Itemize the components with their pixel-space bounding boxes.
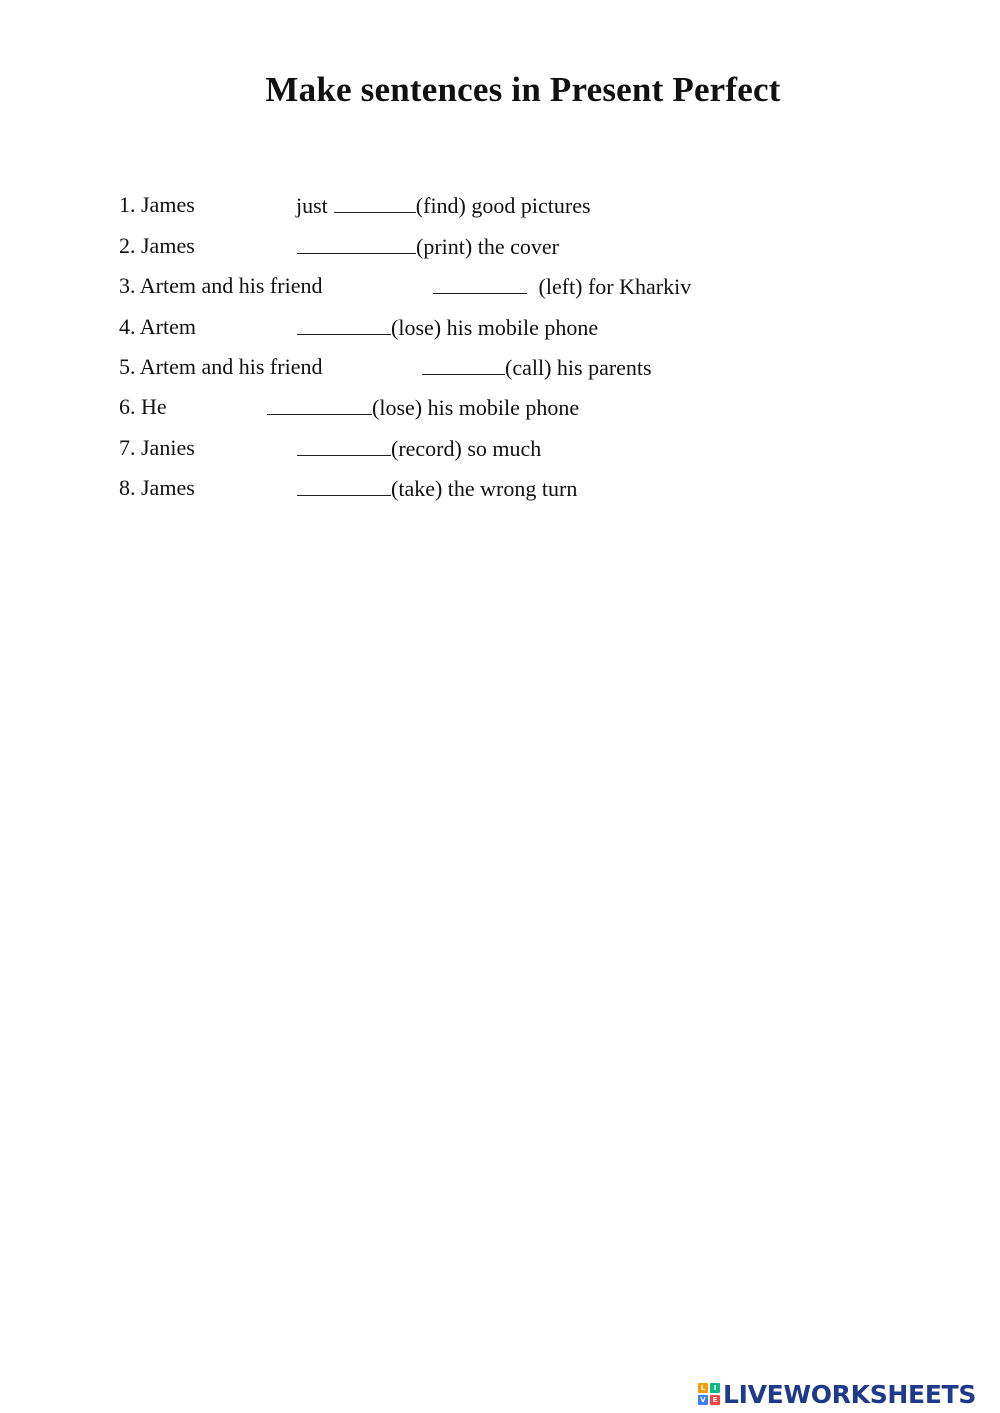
mark-tile: V [698,1395,708,1405]
worksheet-title: Make sentences in Present Perfect [265,70,781,109]
liveworksheets-mark-icon [698,1383,720,1405]
exercise-answer-area [433,271,691,302]
exercise-answer-area [267,392,579,423]
exercise-hint: (find) good pictures [415,193,591,218]
exercise-hint: (take) the wrong turn [391,476,578,501]
liveworksheets-logo[interactable] [698,1378,976,1410]
exercise-hint: (lose) his mobile phone [372,395,580,420]
answer-blank[interactable] [433,271,527,294]
mark-tile: E [710,1395,720,1405]
exercise-answer-area [422,352,652,383]
answer-blank[interactable] [334,190,416,213]
exercise-hint: (print) the cover [416,234,559,259]
exercise-subject: 6. He [119,394,167,419]
exercise-hint: (left) for Kharkiv [533,274,692,299]
exercise-answer-area [297,231,559,262]
exercise-subject: 2. James [119,233,195,258]
exercise-subject: 8. James [119,475,195,500]
exercise-answer-area [297,312,598,343]
liveworksheets-wordmark: LIVEWORKSHEETS [723,1379,977,1409]
answer-blank[interactable] [267,392,372,415]
exercise-hint: (record) so much [391,436,542,461]
exercise-answer-area [297,433,541,464]
exercise-subject: 7. Janies [119,435,195,460]
exercise-hint: (lose) his mobile phone [391,315,599,340]
exercise-adverb: just [296,193,328,218]
answer-blank[interactable] [297,231,416,254]
answer-blank[interactable] [297,312,391,335]
exercise-subject: 1. James [119,192,195,217]
answer-blank[interactable] [297,433,391,456]
mark-tile: I [710,1383,720,1393]
exercise-answer-area [297,473,577,504]
exercise-answer-area [296,190,591,221]
mark-tile: L [698,1383,708,1393]
answer-blank[interactable] [422,352,505,375]
exercise-subject: 4. Artem [119,314,196,339]
exercise-subject: 5. Artem and his friend [119,354,323,379]
exercise-subject: 3. Artem and his friend [119,273,323,298]
answer-blank[interactable] [297,473,391,496]
exercise-hint: (call) his parents [505,355,652,380]
